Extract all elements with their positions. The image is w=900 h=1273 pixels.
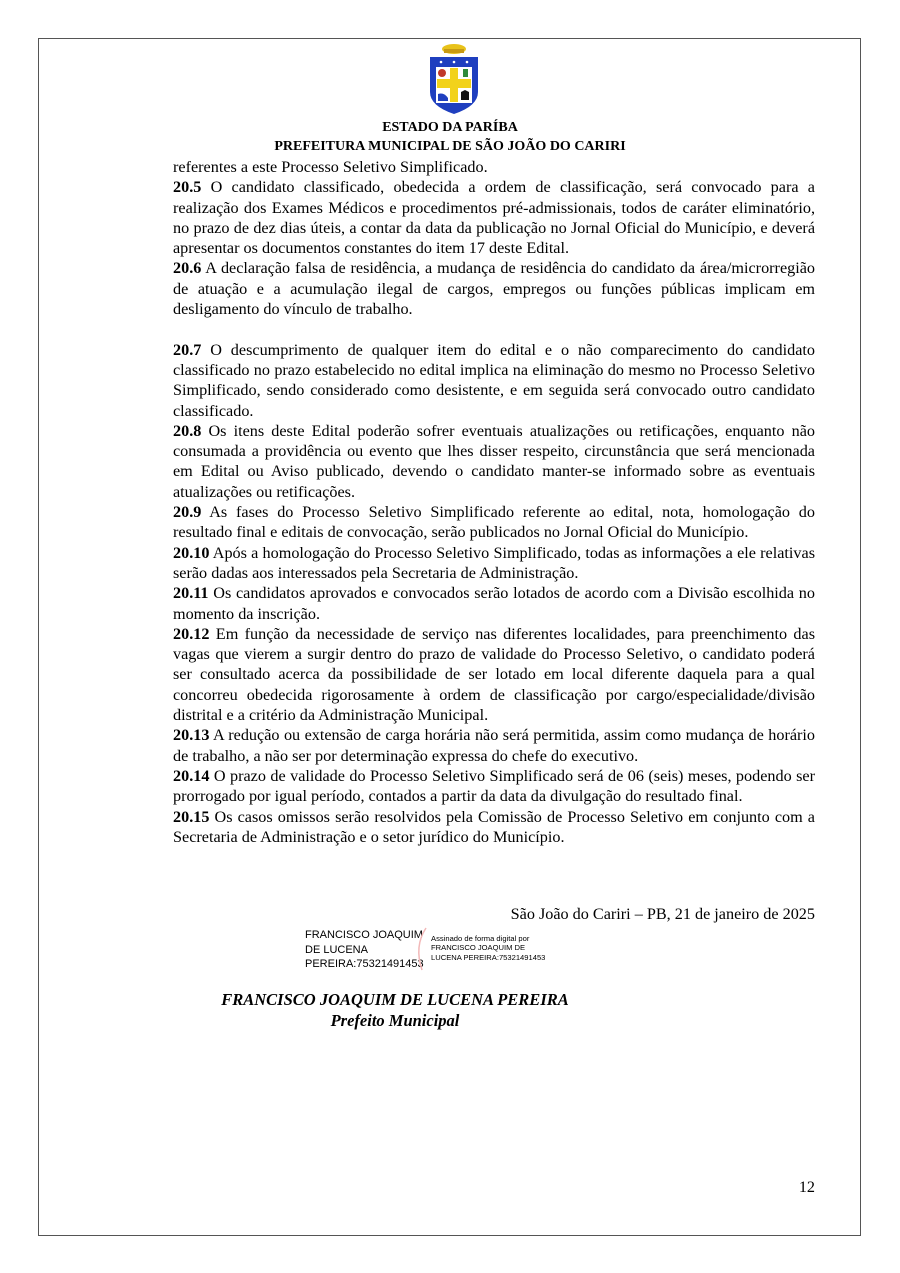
clause-20-15 [173,807,815,848]
page-number: 12 [798,1178,815,1196]
signature-name-line: PEREIRA:75321491453 [305,958,424,970]
clause-text: Os casos omissos serão resolvidos pela Comissão de Processo Seletivo em conjunto com a Secretaria de Administração e o setor jurídico do Município. [173,807,815,846]
signature-note-line: FRANCISCO JOAQUIM DE [431,943,526,953]
clause-text: Após a homologação do Processo Seletivo Simplificado, todas as informações a ele relativas serão dadas aos interessados pela Secretaria de Administração. [173,543,815,582]
signature-note-line: Assinado de forma digital por [431,934,530,943]
municipal-coat-of-arms-logo [427,40,481,116]
clause-20-6 [173,258,815,319]
clause-text: Em função da necessidade de serviço nas diferentes localidades, para preenchimento das vagas que vierem a surgir dentro do prazo de validade do Processo Seletivo, o candidato poderá ser consultado acerca da possibilidade de ser lotado em local diferente daquela para a qual concorreu obedecida rigorosamente à ordem de classificação por cargo/especialidade/divisão distrital e a critério da Administração Municipal. [173,624,815,725]
digital-signature-note [431,934,545,962]
signature-swoosh-icon [412,926,432,972]
signature-name-line: DE LUCENA [305,943,368,956]
clause-number: 20.11 [173,584,209,603]
clause-number: 20.6 [173,259,202,278]
clause-text: O descumprimento de qualquer item do edital e o não comparecimento do candidato classificado no prazo estabelecido no edital implica na eliminação do mesmo no Processo Seletivo Simplificado, sendo considerado como desistente, e em seguida será convocado outro candidato classificado. [173,340,815,420]
clause-text: O prazo de validade do Processo Seletivo Simplificado será de 06 (seis) meses, podendo ser prorrogado por igual período, contados a partir da data da divulgação do resultado final. [173,766,815,806]
clause-text: Os itens deste Edital poderão sofrer eventuais atualizações ou retificações, enquanto não consumada a providência ou evento que lhes disser respeito, circunstância que será mencionada em Edital ou Aviso publicado, devendo o candidato manter-se informado sobre as eventuais atualizações ou retificações. [173,421,815,501]
clause-20-5 [173,177,815,258]
clause-number: 20.13 [173,726,210,745]
signatory-name: FRANCISCO JOAQUIM DE LUCENA PEREIRA [221,990,569,1009]
clause-number: 20.12 [173,624,210,643]
clause-number: 20.5 [173,178,202,197]
signatory-title: Prefeito Municipal [330,1011,460,1030]
clause-number: 20.9 [173,503,202,522]
document-body [173,157,815,847]
clause-20-13 [173,725,815,766]
clause-20-7 [173,340,815,421]
clause-20-10 [173,543,815,584]
clause-text: A declaração falsa de residência, a mudança de residência do candidato da área/microrregião de atuação e a acumulação ilegal de cargos, empregos ou funções públicas implicam em desligamento do vínculo de trabalho. [173,259,815,319]
continuation-text: referentes a este Processo Seletivo Simplificado. [173,158,488,176]
clause-20-12 [173,624,815,725]
header-municipality: PREFEITURA MUNICIPAL DE SÃO JOÃO DO CARIRI [274,139,626,154]
clause-20-8 [173,421,815,502]
clause-20-11 [173,583,815,624]
header-state: ESTADO DA PARÍBA [382,120,518,135]
place-and-date: São João do Cariri – PB, 21 de janeiro de 2025 [510,905,815,923]
clause-number: 20.7 [173,340,202,359]
clause-text: O candidato classificado, obedecida a ordem de classificação, será convocado para a realização dos Exames Médicos e procedimentos pré-admissionais, todos de caráter eliminatório, no prazo de dez dias úteis, a contar da data da publicação no Jornal Oficial do Município, e deverá apresentar os documentos constantes do item 17 deste Edital. [173,178,815,258]
clause-text: A redução ou extensão de carga horária não será permitida, assim como mudança de horário de trabalho, a não ser por determinação expressa do chefe do executivo. [173,726,815,765]
signature-name-line: FRANCISCO JOAQUIM [305,929,423,941]
clause-text: Os candidatos aprovados e convocados serão lotados de acordo com a Divisão escolhida no momento da inscrição. [173,584,815,623]
clause-text: As fases do Processo Seletivo Simplificado referente ao edital, nota, homologação do resultado final e editais de convocação, serão publicados no Jornal Oficial do Município. [173,503,815,542]
clause-number: 20.15 [173,807,210,826]
clause-number: 20.8 [173,421,202,440]
clause-number: 20.10 [173,543,210,562]
signature-note-line: LUCENA PEREIRA:75321491453 [431,952,546,962]
digital-signature-name [305,928,424,972]
clause-20-14 [173,766,815,807]
clause-number: 20.14 [173,766,210,785]
clause-20-9 [173,502,815,543]
